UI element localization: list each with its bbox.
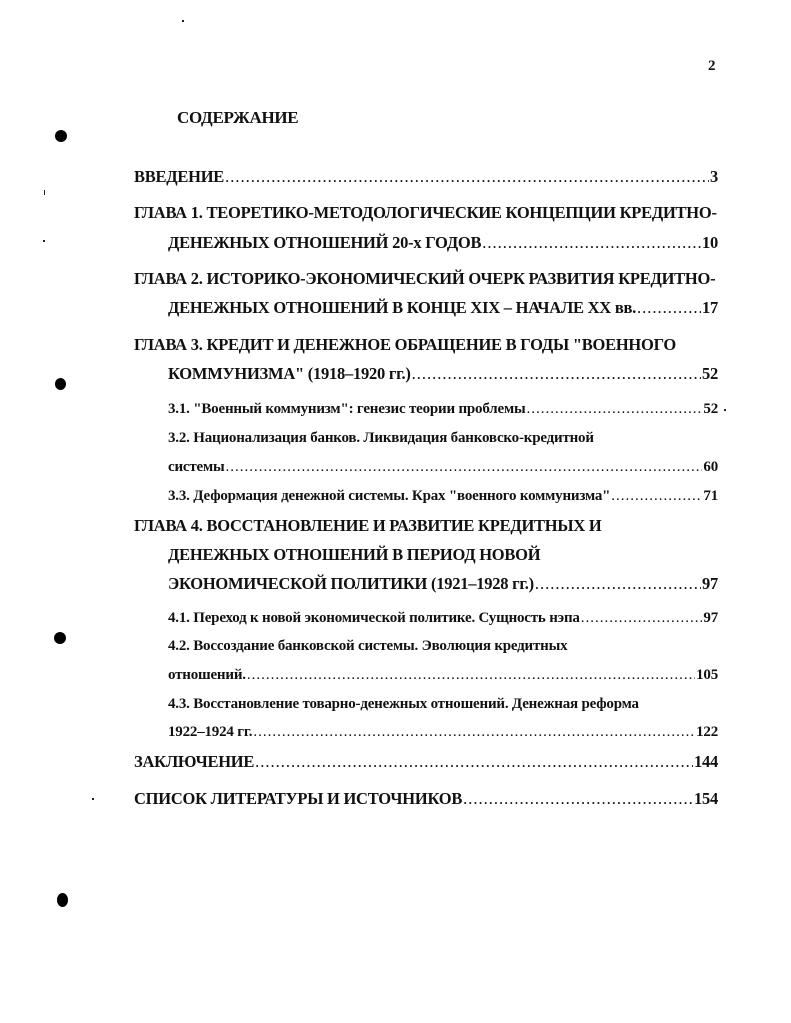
toc-page-number: 154 [694,789,718,808]
toc-entry-text: ГЛАВА 4. ВОССТАНОВЛЕНИЕ И РАЗВИТИЕ КРЕДИТНЫХ И [134,516,602,535]
toc-entry-text: ГЛАВА 3. КРЕДИТ И ДЕНЕЖНОЕ ОБРАЩЕНИЕ В ГОДЫ "ВОЕННОГО [134,335,676,354]
toc-entry-chapter-4 [134,516,601,536]
toc-page-number: 10 [702,233,718,252]
leader-dots [526,401,702,418]
toc-entry-chapter-4-continued [168,545,540,565]
scan-speck [92,798,94,800]
leader-dots [412,364,701,384]
toc-entry-chapter-1-continued [168,233,718,253]
toc-entry-section-4-1 [168,610,718,627]
toc-entry-section-4-2 [168,638,567,655]
binder-hole-mark [57,893,68,907]
toc-entry-section-3-3 [168,488,718,505]
toc-entry-section-3-2-continued [168,459,718,476]
binder-hole-mark [55,378,66,390]
page-title: СОДЕРЖАНИЕ [177,108,299,127]
toc-page-number: 52 [702,364,718,383]
leader-dots [255,752,693,772]
toc-entry-text: 4.1. Переход к новой экономической политике. Сущность нэпа [168,610,580,626]
toc-entry-text: 3.2. Национализация банков. Ликвидация банковско-кредитной [168,430,594,446]
leader-dots [225,167,709,187]
leader-dots [637,298,701,318]
toc-entry-chapter-1 [134,203,717,223]
toc-entry-text: СПИСОК ЛИТЕРАТУРЫ И ИСТОЧНИКОВ [134,789,463,808]
toc-entry-bibliography [134,789,718,809]
leader-dots [247,667,695,684]
scan-speck [724,409,726,411]
toc-page-number: 71 [703,488,718,504]
toc-entry-text: 4.3. Восстановление товарно-денежных отношений. Денежная реформа [168,696,639,712]
toc-entry-text: 3.3. Деформация денежной системы. Крах "военного коммунизма" [168,488,611,504]
toc-entry-chapter-3-continued [168,364,718,384]
toc-entry-conclusion [134,752,718,772]
toc-entry-text: ЗАКЛЮЧЕНИЕ [134,752,255,771]
leader-dots [535,574,701,594]
toc-entry-text: отношений. [168,667,246,683]
scan-speck [44,190,45,195]
toc-entry-section-4-3-continued [168,724,718,741]
toc-entry-text: 3.1. "Военный коммунизм": генезис теории проблемы [168,401,526,417]
toc-entry-section-3-1 [168,401,718,418]
leader-dots [581,610,703,627]
toc-entry-text: ДЕНЕЖНЫХ ОТНОШЕНИЙ В ПЕРИОД НОВОЙ [168,545,541,564]
toc-entry-section-3-2 [168,430,594,447]
toc-page-number: 60 [703,459,718,475]
leader-dots [611,488,702,505]
toc-page-number: 97 [703,610,718,626]
toc-entry-section-4-3 [168,696,639,713]
leader-dots [482,233,701,253]
scan-speck [43,240,45,242]
toc-entry-intro [134,167,718,187]
toc-entry-chapter-4-continued-2 [168,574,718,594]
toc-page-number: 122 [696,724,718,740]
binder-hole-mark [55,130,67,142]
leader-dots [253,724,695,741]
toc-entry-chapter-2 [134,269,715,289]
toc-entry-text: 4.2. Воссоздание банковской системы. Эволюция кредитных [168,638,568,654]
leader-dots [226,459,703,476]
toc-entry-text: ЭКОНОМИЧЕСКОЙ ПОЛИТИКИ (1921–1928 гг.) [168,574,534,593]
toc-page-number: 52 [703,401,718,417]
toc-entry-chapter-3 [134,335,676,355]
page-number: 2 [708,58,716,74]
toc-page-number: 97 [702,574,718,593]
toc-entry-text: ГЛАВА 2. ИСТОРИКО-ЭКОНОМИЧЕСКИЙ ОЧЕРК РАЗВИТИЯ КРЕДИТНО- [134,269,716,288]
binder-hole-mark [54,632,66,644]
toc-page-number: 17 [702,298,718,317]
toc-entry-text: КОММУНИЗМА" (1918–1920 гг.) [168,364,411,383]
toc-entry-chapter-2-continued [168,298,718,318]
toc-page-number: 105 [696,667,718,683]
toc-entry-section-4-2-continued [168,667,718,684]
scan-speck [182,20,184,22]
toc-page-number: 144 [694,752,718,771]
toc-entry-text: ГЛАВА 1. ТЕОРЕТИКО-МЕТОДОЛОГИЧЕСКИЕ КОНЦЕПЦИИ КРЕДИТНО- [134,203,717,222]
toc-entry-text: ВВЕДЕНИЕ [134,167,225,186]
toc-page-number: 3 [710,167,718,186]
toc-entry-text: ДЕНЕЖНЫХ ОТНОШЕНИЙ 20-х ГОДОВ [168,233,482,252]
toc-entry-text: ДЕНЕЖНЫХ ОТНОШЕНИЙ В КОНЦЕ XIX – НАЧАЛЕ XX вв. [168,298,637,317]
toc-entry-text: системы [168,459,225,475]
toc-entry-text: 1922–1924 гг. [168,724,253,740]
leader-dots [463,789,693,809]
